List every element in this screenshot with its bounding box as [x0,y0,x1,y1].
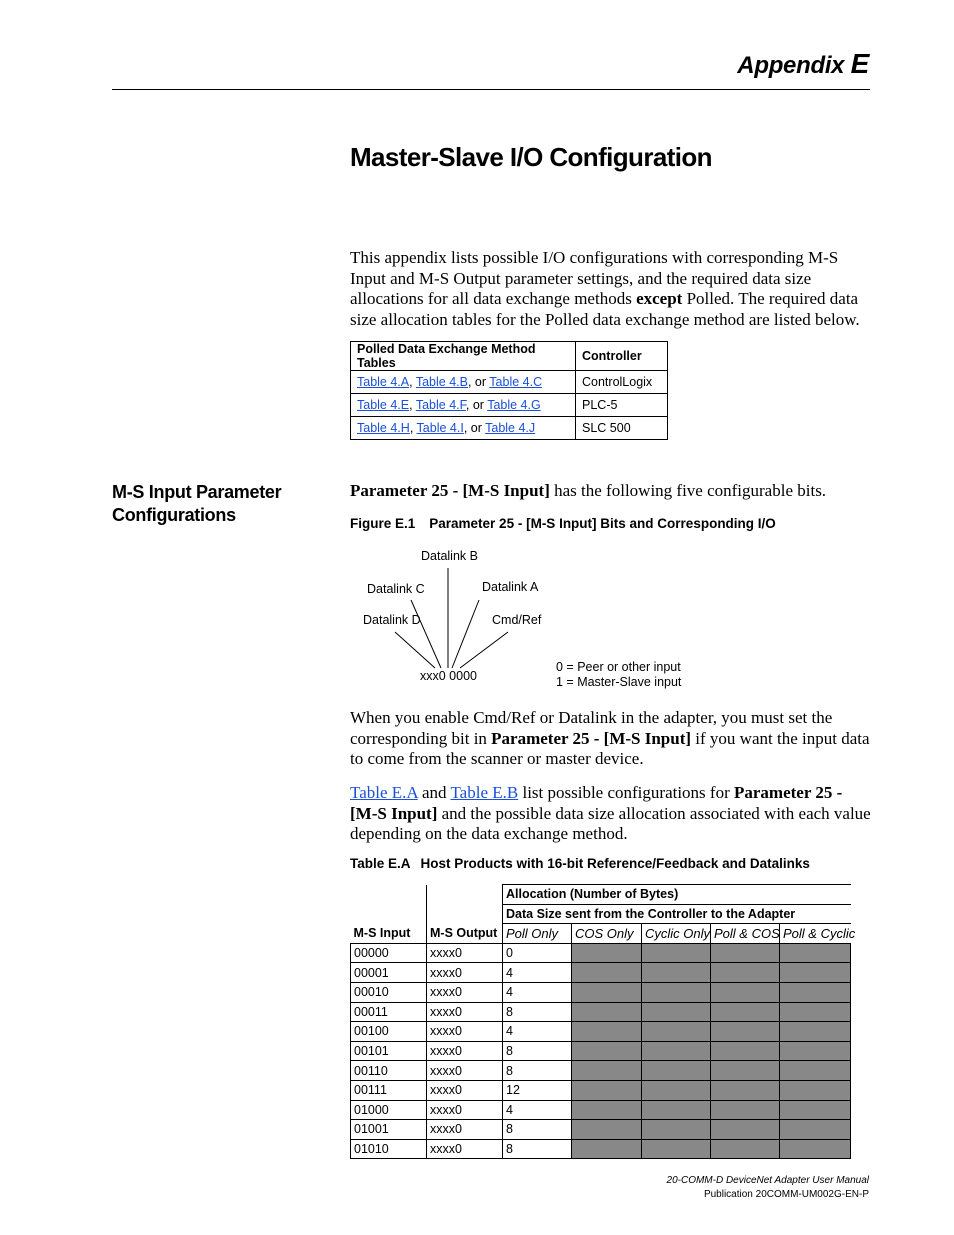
table-row [351,1061,851,1081]
ms-input-cell: 00011 [351,1002,427,1022]
link-table-ea[interactable]: Table E.A [350,783,418,802]
poll-only-cell: 8 [503,1002,572,1022]
para2-bold: Parameter 25 - [M-S Input] [491,728,692,748]
cos-only-cell [572,1120,642,1140]
poll-cos-cell [711,943,780,963]
ms-input-cell: 01010 [351,1139,427,1159]
legend-one: 1 = Master-Slave input [556,675,682,689]
link-separator: , or [463,421,486,435]
header-cyclic-only: Cyclic Only [642,924,711,944]
table-link[interactable]: Table 4.B [415,375,468,389]
header-cos-only: COS Only [572,924,642,944]
table-ea-header-row-3 [351,924,851,944]
footer-manual-title: 20-COMM-D DeviceNet Adapter User Manual [666,1175,869,1186]
table-row [351,963,851,983]
param25-text: has the following five configurable bits. [549,481,827,500]
ms-input-cell: 00101 [351,1041,427,1061]
appendix-word: Appendix [737,52,845,79]
cyclic-only-cell [642,1139,711,1159]
poll-cos-cell [711,1139,780,1159]
intro-text-2: Polled. The required data size allocation tables for the Polled data exchange method are listed below. [350,289,860,329]
poll-only-cell: 4 [503,963,572,983]
poll-cos-cell [711,1002,780,1022]
table-ea-number: Table E.A [350,856,411,871]
header-ms-input: M-S Input [353,926,411,941]
ms-output-cell: xxxx0 [427,1100,503,1120]
poll-cos-cell [711,982,780,1002]
poll-cos-cell [711,1120,780,1140]
ms-input-cell: 01001 [351,1120,427,1140]
cos-only-cell [572,1100,642,1120]
cyclic-only-cell [642,1100,711,1120]
ms-output-cell: xxxx0 [427,1041,503,1061]
poll-only-cell: 4 [503,1100,572,1120]
blank-cell [351,885,427,905]
link-separator: , [409,375,416,389]
table-row [351,982,851,1002]
ms-output-cell: xxxx0 [427,963,503,983]
polled-controller-cell: PLC-5 [576,394,668,417]
cyclic-only-cell [642,982,711,1002]
line-datalink-d [395,632,435,668]
polled-controller-cell: SLC 500 [576,417,668,440]
header-poll-only: Poll Only [503,924,572,944]
table-row [351,1120,851,1140]
label-datalink-a: Datalink A [482,580,539,594]
table-ea-header-row-1 [351,885,851,905]
cos-only-cell [572,1061,642,1081]
table-ea-header-row-2 [351,904,851,924]
poll-cyclic-cell [780,943,851,963]
label-datalink-b: Datalink B [421,549,478,563]
page-footer [667,1174,869,1201]
cyclic-only-cell [642,943,711,963]
ms-output-cell: xxxx0 [427,1002,503,1022]
poll-cos-cell [711,1080,780,1100]
param25-bold: Parameter 25 - [M-S Input] [350,481,550,500]
para2-text-2: if you want the input data to come from the scanner or master device. [350,728,870,768]
cyclic-only-cell [642,1061,711,1081]
line-cmd-ref [460,632,508,668]
intro-text-1: This appendix lists possible I/O configurations with corresponding M-S Input and M-S Output parameter settings, and the required data size allocations for all data exchange methods [350,248,839,308]
legend-zero: 0 = Peer or other input [556,660,681,674]
table-row [351,1100,851,1120]
para3-text-1: list possible configurations for [518,783,734,802]
table-link[interactable]: Table 4.C [489,375,543,389]
poll-cyclic-cell [780,1139,851,1159]
cyclic-only-cell [642,1120,711,1140]
header-datasize: Data Size sent from the Controller to the Adapter [503,904,851,924]
link-separator: , or [465,398,488,412]
ms-output-cell: xxxx0 [427,1120,503,1140]
ms-output-cell: xxxx0 [427,1139,503,1159]
table-row [351,943,851,963]
ms-output-cell: xxxx0 [427,1061,503,1081]
intro-bold: except [636,289,683,308]
table-link[interactable]: Table 4.J [485,421,536,435]
para3-and: and [417,783,451,802]
cos-only-cell [572,1022,642,1042]
table-row [351,1041,851,1061]
table-link[interactable]: Table 4.E [357,398,410,412]
section-heading: M-S Input Parameter Configurations [112,482,282,525]
poll-cyclic-cell [780,1120,851,1140]
table-row [351,1080,851,1100]
label-datalink-d: Datalink D [363,613,421,627]
ms-output-cell: xxxx0 [427,943,503,963]
blank-cell [351,904,427,924]
link-separator: , [409,398,416,412]
ms-input-cell: 00000 [351,943,427,963]
header-allocation: Allocation (Number of Bytes) [503,885,851,905]
polled-controller-cell: ControlLogix [576,371,668,394]
page-title: Master-Slave I/O Configuration [350,142,712,172]
table-row [351,1139,851,1159]
poll-cyclic-cell [780,1100,851,1120]
cyclic-only-cell [642,1022,711,1042]
poll-cyclic-cell [780,1061,851,1081]
label-cmd-ref: Cmd/Ref [492,613,542,627]
ms-input-cell: 00001 [351,963,427,983]
figure-number: Figure E.1 [350,516,416,531]
poll-only-cell: 12 [503,1080,572,1100]
ms-input-cell: 00111 [351,1080,427,1100]
ms-input-cell: 01000 [351,1100,427,1120]
ms-output-cell: xxxx0 [427,1080,503,1100]
poll-cos-cell [711,963,780,983]
cyclic-only-cell [642,1080,711,1100]
polled-header-controller: Controller [576,342,668,371]
link-separator: , or [467,375,490,389]
header-poll-cos: Poll & COS [711,924,780,944]
blank-cell [427,904,503,924]
table-ea-title: Host Products with 16-bit Reference/Feedback and Datalinks [420,856,810,871]
para3-bold: Parameter 25 - [M-S Input] [350,783,843,823]
line-datalink-a [452,600,479,668]
poll-only-cell: 4 [503,1022,572,1042]
poll-only-cell: 8 [503,1139,572,1159]
cos-only-cell [572,943,642,963]
poll-cos-cell [711,1041,780,1061]
poll-cos-cell [711,1061,780,1081]
header-ms-output: M-S Output [427,924,503,944]
poll-cyclic-cell [780,982,851,1002]
cos-only-cell [572,963,642,983]
ms-input-cell: 00110 [351,1061,427,1081]
table-link[interactable]: Table 4.G [487,398,541,412]
blank-cell [427,885,503,905]
figure-title: Parameter 25 - [M-S Input] Bits and Corresponding I/O [429,516,776,531]
cmdref-paragraph [350,708,872,770]
cos-only-cell [572,1041,642,1061]
tables-paragraph [350,783,872,845]
table-link[interactable]: Table 4.I [416,421,464,435]
table-row [351,1022,851,1042]
cyclic-only-cell [642,1002,711,1022]
table-link[interactable]: Table 4.H [357,421,410,435]
link-separator: , [409,421,417,435]
para3-text-2: and the possible data size allocation associated with each value depending on the data exchange method. [350,803,871,843]
footer-publication: Publication 20COMM-UM002G-EN-P [703,1188,869,1200]
header-poll-cyclic: Poll & Cyclic [780,924,851,944]
poll-only-cell: 8 [503,1041,572,1061]
para2-text-1: When you enable Cmd/Ref or Datalink in the adapter, you must set the corresponding bit in [350,708,833,748]
polled-header-methods: Polled Data Exchange Method Tables [351,342,576,371]
appendix-letter: E [850,48,869,79]
label-bits: xxx0 0000 [420,669,477,683]
cos-only-cell [572,1080,642,1100]
poll-cos-cell [711,1022,780,1042]
cos-only-cell [572,982,642,1002]
poll-cyclic-cell [780,963,851,983]
poll-cyclic-cell [780,1041,851,1061]
poll-cos-cell [711,1100,780,1120]
table-link[interactable]: Table 4.F [415,398,466,412]
ms-input-cell: 00100 [351,1022,427,1042]
poll-cyclic-cell [780,1080,851,1100]
table-row [351,1002,851,1022]
link-table-eb[interactable]: Table E.B [450,783,519,802]
cyclic-only-cell [642,963,711,983]
line-datalink-c [411,600,441,668]
ms-output-cell: xxxx0 [427,982,503,1002]
cos-only-cell [572,1139,642,1159]
cos-only-cell [572,1002,642,1022]
ms-input-cell: 00010 [351,982,427,1002]
poll-cyclic-cell [780,1002,851,1022]
label-datalink-c: Datalink C [367,582,425,596]
table-ea [350,884,856,1159]
table-link[interactable]: Table 4.A [357,375,410,389]
poll-cyclic-cell [780,1022,851,1042]
poll-only-cell: 8 [503,1120,572,1140]
poll-only-cell: 8 [503,1061,572,1081]
poll-only-cell: 0 [503,943,572,963]
cyclic-only-cell [642,1041,711,1061]
ms-output-cell: xxxx0 [427,1022,503,1042]
poll-only-cell: 4 [503,982,572,1002]
table-ea-caption [350,856,810,871]
